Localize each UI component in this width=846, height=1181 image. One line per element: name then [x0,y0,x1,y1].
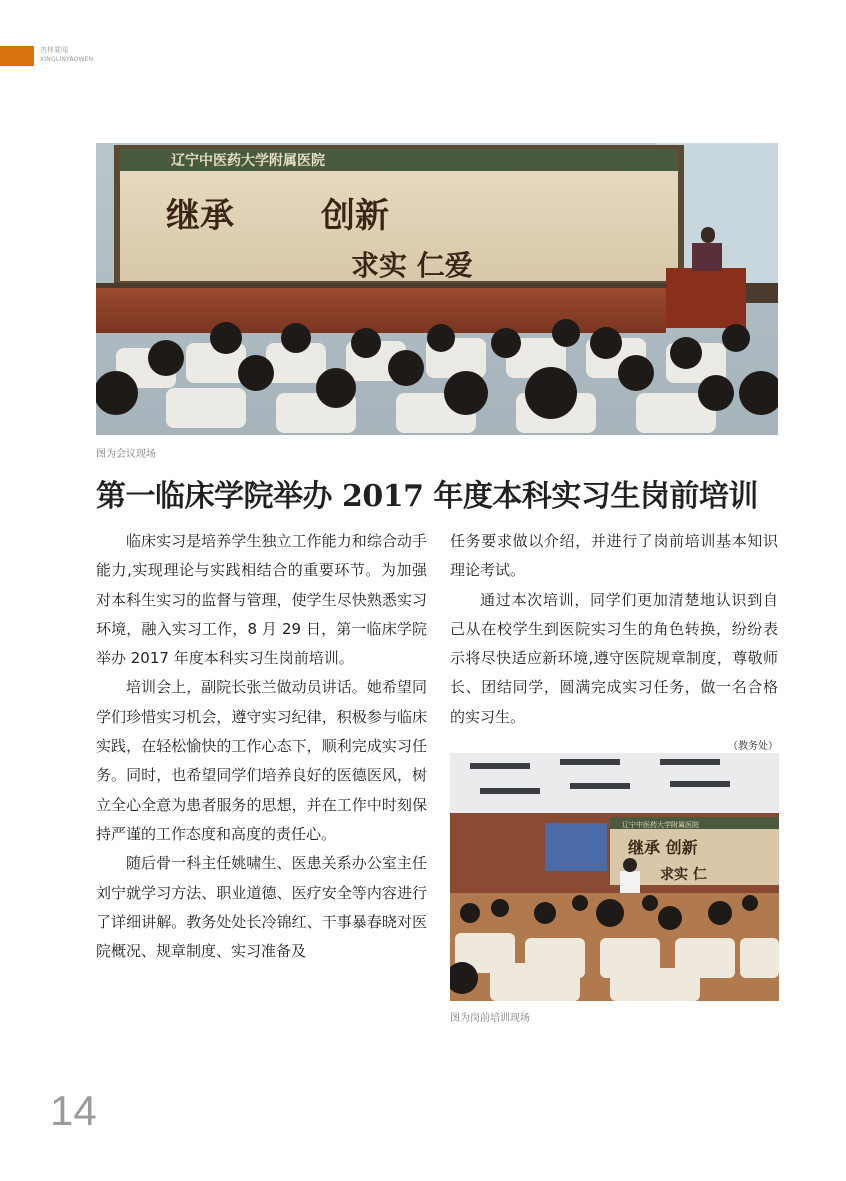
running-header [40,45,93,65]
photo2-caption: 图为岗前培训现场 [450,1013,530,1024]
paragraph: 随后骨一科主任姚啸生、医患关系办公室主任刘宁就学习方法、职业道德、医疗安全等内容进行了详细讲解。教务处处长冷锦红、干事暴春晓对医院概况、规章制度、实习准备及 [96,854,427,961]
article-source: （教务处） [728,741,778,753]
photo1-caption: 图为会议现场 [96,449,156,460]
paragraph-continued: 任务要求做以介绍，并进行了岗前培训基本知识理论考试。 [450,532,778,580]
banner2-sub-text: 求实 仁 [660,867,707,883]
running-header-en: XINGLINYAOWEN [40,56,94,63]
section-color-tab [0,46,34,66]
running-header-cn: 杏林要闻 [40,46,68,54]
article-title: 第一临床学院举办 2017 年度本科实习生岗前培训 [96,479,758,514]
banner-main-text-2: 创新 [321,196,389,236]
photo-conference-hall [96,143,778,435]
photo-training-room [450,753,779,1001]
banner-main-text-1: 继承 [166,196,234,236]
paragraph: 临床实习是培养学生独立工作能力和综合动手能力,实现理论与实践相结合的重要环节。为加强对本科生实习的监督与管理，使学生尽快熟悉实习环境，融入实习工作，8 月 29 日，第一临床学院举办 2017 年度本科实习生岗前培训。 [96,532,427,668]
page-number: 14 [50,1087,97,1134]
banner2-main-text: 继承 创新 [628,838,698,857]
paragraph: 通过本次培训，同学们更加清楚地认识到自己从在校学生到医院实习生的角色转换，纷纷表示将尽快适应新环境,遵守医院规章制度，尊敬师长、团结同学，圆满完成实习任务，做一名合格的实习生。 [450,590,778,726]
banner2-top-text: 辽宁中医药大学附属医院 [622,821,699,829]
body-column-left [96,527,427,966]
paragraph: 培训会上，副院长张兰做动员讲话。她希望同学们珍惜实习机会，遵守实习纪律，积极参与临床实践，在轻松愉快的工作心态下，顺利完成实习任务。同时，也希望同学们培养良好的医德医风，树立全心全意为患者服务的思想，并在工作中时刻保持严谨的工作态度和高度的责任心。 [96,678,427,843]
body-column-right [450,527,778,761]
banner-top-text: 辽宁中医药大学附属医院 [171,153,325,169]
banner-sub-text: 求实 仁爱 [351,249,473,282]
